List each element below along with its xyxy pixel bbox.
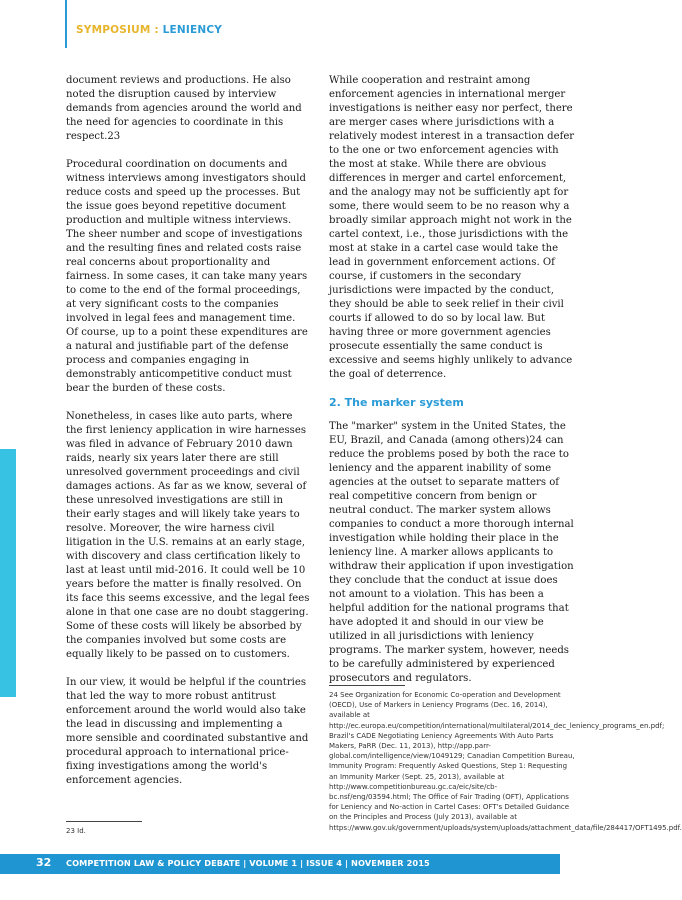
- paragraph: document reviews and productions. He also noted the disruption caused by interview demands from agencies around the world and the need for agencies to coordinate in this respect.23: [66, 75, 302, 142]
- section-topic: LENIENCY: [162, 24, 223, 36]
- top-rule: [65, 0, 67, 48]
- right-column: [329, 74, 575, 700]
- side-tab: [0, 449, 16, 697]
- footnote-rule: [66, 821, 142, 822]
- section-name: SYMPOSIUM: [76, 24, 151, 36]
- page-number: 32: [36, 856, 52, 869]
- paragraph: In our view, it would be helpful if the countries that led the way to more robust antitrust enforcement around the world would also take the lead in discussing and implementing a more sensible and coordinated substantive and procedural approach to international price-fixing investigations among the world's enforcement agencies.: [66, 677, 309, 786]
- left-column: [66, 74, 310, 802]
- paragraph: The "marker" system in the United States, the EU, Brazil, and Canada (among others)24 can reduce the problems posed by both the race to leniency and the apparent inability of some agencies at the outset to separate matters of real competitive concern from benign or neutral conduct. The marker system allows companies to conduct a more thorough internal investigation while holding their place in the leniency line. A marker allows applicants to withdraw their application if upon investigation they conclude that the conduct at issue does not amount to a violation. This has been a helpful addition for the national programs that have adopted it and should in our view be utilized in all jurisdictions with leniency programs. The marker system, however, needs to be carefully administered by experienced prosecutors and regulators.: [329, 421, 574, 684]
- section-separator: :: [150, 24, 163, 36]
- section-heading: 2. The marker system: [329, 396, 464, 409]
- footnote-23: 23 Id.: [66, 827, 86, 835]
- footnote-24: 24 See Organization for Economic Co-operation and Development (OECD), Use of Markers in Leniency Programs (Dec. 16, 2014), available at http://ec.europa.eu/competition/international/multilateral/2014_dec_leniency_programs_en.pdf; Brazil's CADE Negotiating Leniency Agreements With Auto Parts Makers, PaRR (Dec. 11, 2013), http://app.parr-global.com/intelligence/view/1049129; Canadian Competition Bureau, Immunity Program: Frequently Asked Questions, Step 1: Requesting an Immunity Marker (Sept. 25, 2013), available at http://www.competitionbureau.gc.ca/eic/site/cb-bc.nsf/eng/03594.html; The Office of Fair Trading (OFT), Applications for Leniency and No-action in Cartel Cases: OFT's Detailed Guidance on the Principles and Process (July 2013), available at https://www.gov.uk/government/uploads/system/uploads/attachment_data/file/284417/OFT1495.pdf.: [329, 691, 682, 832]
- paragraph: Nonetheless, in cases like auto parts, where the first leniency application in wire harnesses was filed in advance of February 2010 dawn raids, nearly six years later there are still unresolved government proceedings and civil damages actions. As far as we know, several of these unresolved investigations are still in their early stages and will likely take years to resolve. Moreover, the wire harness civil litigation in the U.S. remains at an early stage, with discovery and class certification likely to last at least until mid-2016. It could well be 10 years before the matter is finally resolved. On its face this seems excessive, and the legal fees alone in that one case are no doubt staggering. Some of these costs will likely be absorbed by the companies involved but some costs are equally likely to be passed on to customers.: [66, 411, 310, 660]
- section-header: [76, 24, 222, 36]
- footer-text: COMPETITION LAW & POLICY DEBATE | VOLUME 1 | ISSUE 4 | NOVEMBER 2015: [66, 858, 430, 868]
- footnote-rule: [329, 685, 405, 686]
- paragraph: While cooperation and restraint among enforcement agencies in international merger investigations is neither easy nor perfect, there are merger cases where jurisdictions with a relatively modest interest in a transaction defer to the one or two enforcement agencies with the most at stake. While there are obvious differences in merger and cartel enforcement, and the analogy may not be sufficiently apt for some, there would seem to be no reason why a broadly similar approach might not work in the cartel context, i.e., those jurisdictions with the most at stake in a cartel case would take the lead in government enforcement actions. Of course, if customers in the secondary jurisdictions were impacted by the conduct, they should be able to seek relief in their civil courts if allowed to do so by local law. But having three or more government agencies prosecute essentially the same conduct is excessive and seems highly unlikely to advance the goal of deterrence.: [329, 75, 575, 380]
- paragraph: Procedural coordination on documents and witness interviews among investigators should reduce costs and speed up the processes. But the issue goes beyond repetitive document production and multiple witness interviews. The sheer number and scope of investigations and the resulting fines and related costs raise real concerns about proportionality and fairness. In some cases, it can take many years to come to the end of the formal proceedings, at very significant costs to the companies involved in legal fees and management time. Of course, up to a point these expenditures are a natural and justifiable part of the defense process and companies engaging in demonstrably anticompetitive conduct must bear the burden of these costs.: [66, 159, 308, 394]
